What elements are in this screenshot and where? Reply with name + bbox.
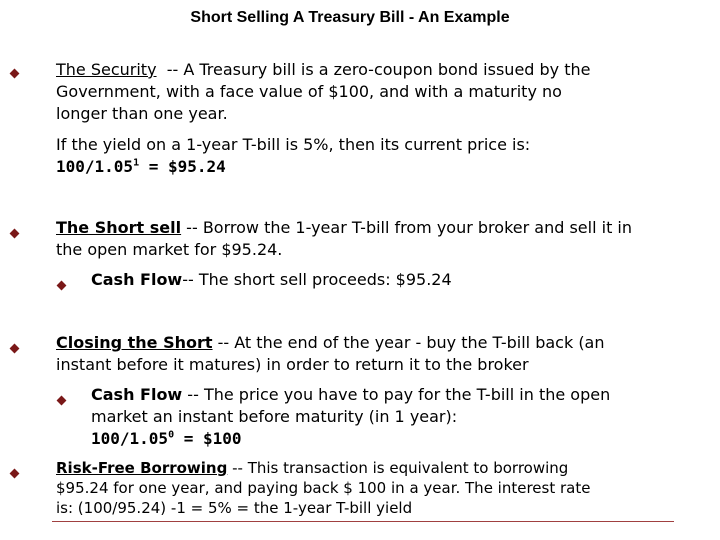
price-line: If the yield on a 1-year T-bill is 5%, then its current price is: <box>56 135 531 154</box>
price-paragraph <box>56 134 530 178</box>
formula-exponent: 0 <box>168 429 175 441</box>
price-formula <box>56 156 530 178</box>
closing-cash-flow-line1: -- The price you have to pay for the T-bill in the open <box>182 385 611 404</box>
sub-bullet-icon <box>57 396 67 406</box>
formula-base: 100/1.05 <box>56 157 134 176</box>
formula-base: 100/1.05 <box>91 429 169 448</box>
risk-free-line2: $95.24 for one year, and paying back $ 100 in a year. The interest rate <box>56 479 591 497</box>
security-paragraph <box>56 59 591 125</box>
closing-line1: -- At the end of the year - buy the T-bill back (an <box>212 333 605 352</box>
short-sell-paragraph <box>56 217 632 261</box>
risk-free-line3: is: (100/95.24) -1 = 5% = the 1-year T-bill yield <box>56 499 413 517</box>
closing-cash-flow <box>91 384 610 450</box>
risk-free-heading: Risk-Free Borrowing <box>56 459 228 477</box>
risk-free-line1: -- This transaction is equivalent to borrowing <box>227 459 569 477</box>
short-sell-line1: -- Borrow the 1-year T-bill from your broker and sell it in <box>181 218 633 237</box>
formula-result: = $95.24 <box>139 157 226 176</box>
closing-formula <box>91 428 610 450</box>
bottom-divider <box>52 521 674 522</box>
bullet-icon <box>10 344 20 354</box>
short-sell-line2: the open market for $95.24. <box>56 240 283 259</box>
bullet-icon <box>10 229 20 239</box>
security-line3: longer than one year. <box>56 104 228 123</box>
short-sell-heading: The Short sell <box>56 218 182 237</box>
cash-flow-text: -- The short sell proceeds: $95.24 <box>182 270 452 289</box>
short-sell-cash-flow <box>91 269 452 291</box>
formula-result: = $100 <box>174 429 242 448</box>
cash-flow-label: Cash Flow <box>91 270 183 289</box>
formula-exponent: 1 <box>133 157 140 169</box>
security-heading: The Security <box>56 60 157 79</box>
security-line1: -- A Treasury bill is a zero-coupon bond issued by the <box>166 60 591 79</box>
closing-heading: Closing the Short <box>56 333 213 352</box>
bullet-icon <box>10 69 20 79</box>
risk-free-paragraph <box>56 458 590 518</box>
sub-bullet-icon <box>57 281 67 291</box>
page-title: Short Selling A Treasury Bill - An Example <box>190 9 510 26</box>
security-line2: Government, with a face value of $100, and with a maturity no <box>56 82 562 101</box>
closing-line2: instant before it matures) in order to return it to the broker <box>56 355 529 374</box>
cash-flow-label: Cash Flow <box>91 385 183 404</box>
closing-paragraph <box>56 332 605 376</box>
closing-cash-flow-line2: market an instant before maturity (in 1 year): <box>91 407 458 426</box>
bullet-icon <box>10 469 20 479</box>
